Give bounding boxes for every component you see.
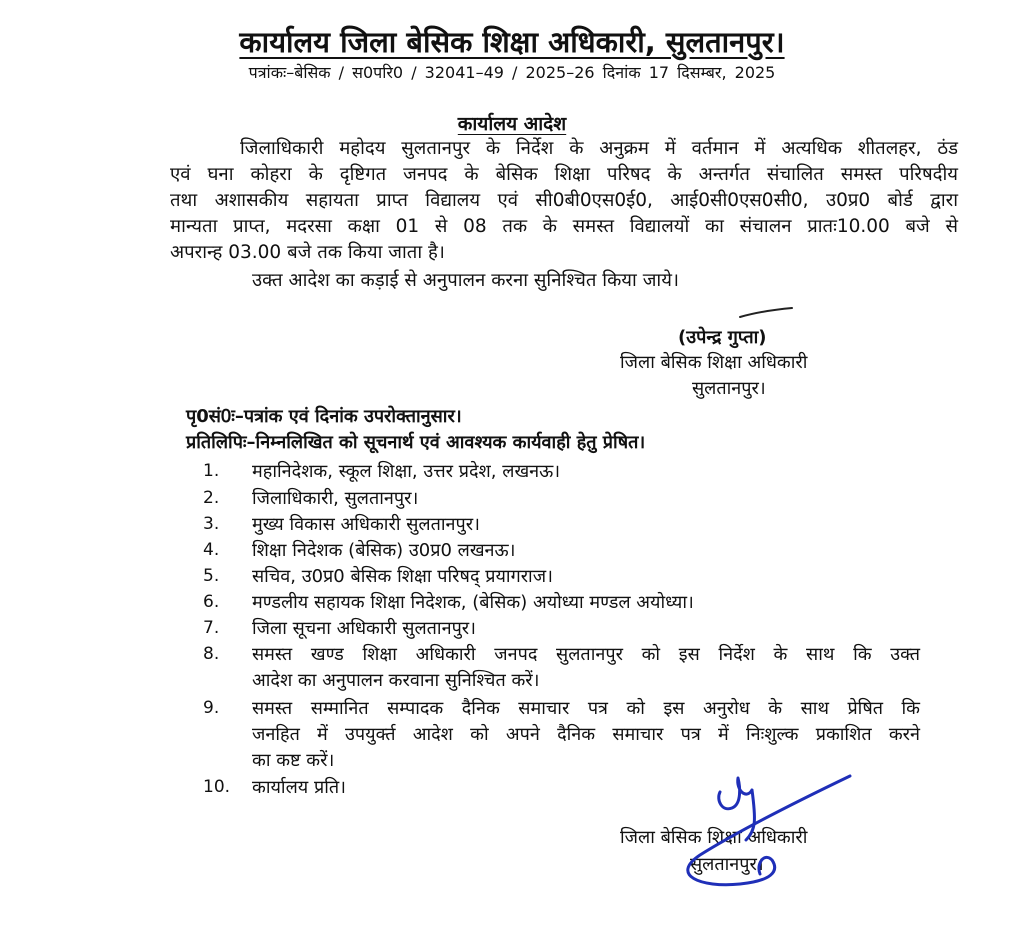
copy-intro-line: प्रतिलिपिः–निम्नलिखित को सूचनार्थ एवं आवश्यक कार्यवाही हेतु प्रेषित। (186, 432, 646, 453)
order-line-2 (170, 162, 958, 188)
list-item-continuation: का कष्ट करें। (252, 750, 335, 771)
list-item: मुख्य विकास अधिकारी सुलतानपुर। (252, 514, 480, 535)
order-text-line: मान्यता प्राप्त, मदरसा कक्षा 01 से 08 तक के समस्त विद्यालयों का संचालन प्रातः10.00 बजे से (170, 216, 958, 237)
list-item-line: जनहित में उपयुर्क्त आदेश को अपने दैनिक समाचार पत्र में निःशुल्क प्रकाशित करने (252, 724, 920, 745)
list-item: मण्डलीय सहायक शिक्षा निदेशक, (बेसिक) अयोध्या मण्डल अयोध्या। (252, 592, 694, 613)
order-text-line: एवं घना कोहरा के दृष्टिगत जनपद के बेसिक शिक्षा परिषद के अन्तर्गत संचालित समस्त परिषदीय (170, 164, 958, 185)
bottom-signatory-designation: जिला बेसिक शिक्षा अधिकारी (620, 827, 808, 848)
list-item-number: 6. (203, 592, 220, 612)
list-item: कार्यालय प्रति। (252, 777, 346, 798)
signatory-name: (उपेन्द्र गुप्ता) (678, 327, 767, 348)
order-text-line: तथा अशासकीय सहायता प्राप्त विद्यालय एवं सी0बी0एस0ई0, आई0सी0एस0सी0, उ0प्र0 बोर्ड द्वारा (170, 190, 958, 211)
list-item-number: 7. (203, 618, 220, 638)
order-line-4 (170, 214, 958, 240)
copy-reference-line: पृ0सं0ः–पत्रांक एवं दिनांक उपरोक्तानुसार। (186, 406, 462, 427)
signatory-place: सुलतानपुर। (692, 378, 766, 399)
list-item (252, 642, 920, 666)
list-item-number: 3. (203, 514, 220, 534)
list-item (252, 696, 920, 720)
list-item-line: समस्त सम्मानित सम्पादक दैनिक समाचार पत्र को इस अनुरोध के साथ प्रेषित कि (252, 698, 920, 719)
list-item: जिला सूचना अधिकारी सुलतानपुर। (252, 618, 476, 639)
list-item: जिलाधिकारी, सुलतानपुर। (252, 488, 419, 509)
list-item: सचिव, उ0प्र0 बेसिक शिक्षा परिषद् प्रयागराज। (252, 566, 553, 587)
order-line-3 (170, 188, 958, 214)
list-item-number: 5. (203, 566, 220, 586)
list-item-number: 1. (203, 461, 220, 481)
order-text-line: जिलाधिकारी महोदय सुलतानपुर के निर्देश के अनुक्रम में वर्तमान में अत्यधिक शीतलहर, ठंड (240, 138, 958, 159)
signature-ink (660, 760, 870, 900)
list-item-number: 8. (203, 644, 220, 664)
list-item-number: 9. (203, 698, 220, 718)
list-item: शिक्षा निदेशक (बेसिक) उ0प्र0 लखनऊ। (252, 540, 516, 561)
order-heading: कार्यालय आदेश (457, 113, 567, 135)
list-item: महानिदेशक, स्कूल शिक्षा, उत्तर प्रदेश, लखनऊ। (252, 461, 561, 482)
office-title: कार्यालय जिला बेसिक शिक्षा अधिकारी, सुलतानपुर। (239, 25, 785, 59)
list-item-number: 10. (203, 777, 231, 797)
list-item-number: 2. (203, 488, 220, 508)
list-item-continuation (252, 722, 920, 746)
list-item-continuation: आदेश का अनुपालन करवाना सुनिश्चित करें। (252, 670, 540, 691)
compliance-line: उक्त आदेश का कड़ाई से अनुपालन करना सुनिश्चित किया जाये। (252, 270, 679, 291)
list-item-line: समस्त खण्ड शिक्षा अधिकारी जनपद सुलतानपुर को इस निर्देश के साथ कि उक्त (252, 644, 920, 665)
reference-line: पत्रांकः–बेसिक / स0परि0 / 32041–49 / 2025–26 दिनांक 17 दिसम्बर, 2025 (248, 63, 776, 82)
signatory-designation: जिला बेसिक शिक्षा अधिकारी (620, 352, 808, 373)
list-item-number: 4. (203, 540, 220, 560)
signature-mark-top (736, 306, 796, 320)
order-line-5: अपरान्ह 03.00 बजे तक किया जाता है। (170, 242, 445, 263)
order-line-1 (240, 136, 958, 162)
bottom-signatory-place: सुलतानपुर। (690, 854, 764, 875)
